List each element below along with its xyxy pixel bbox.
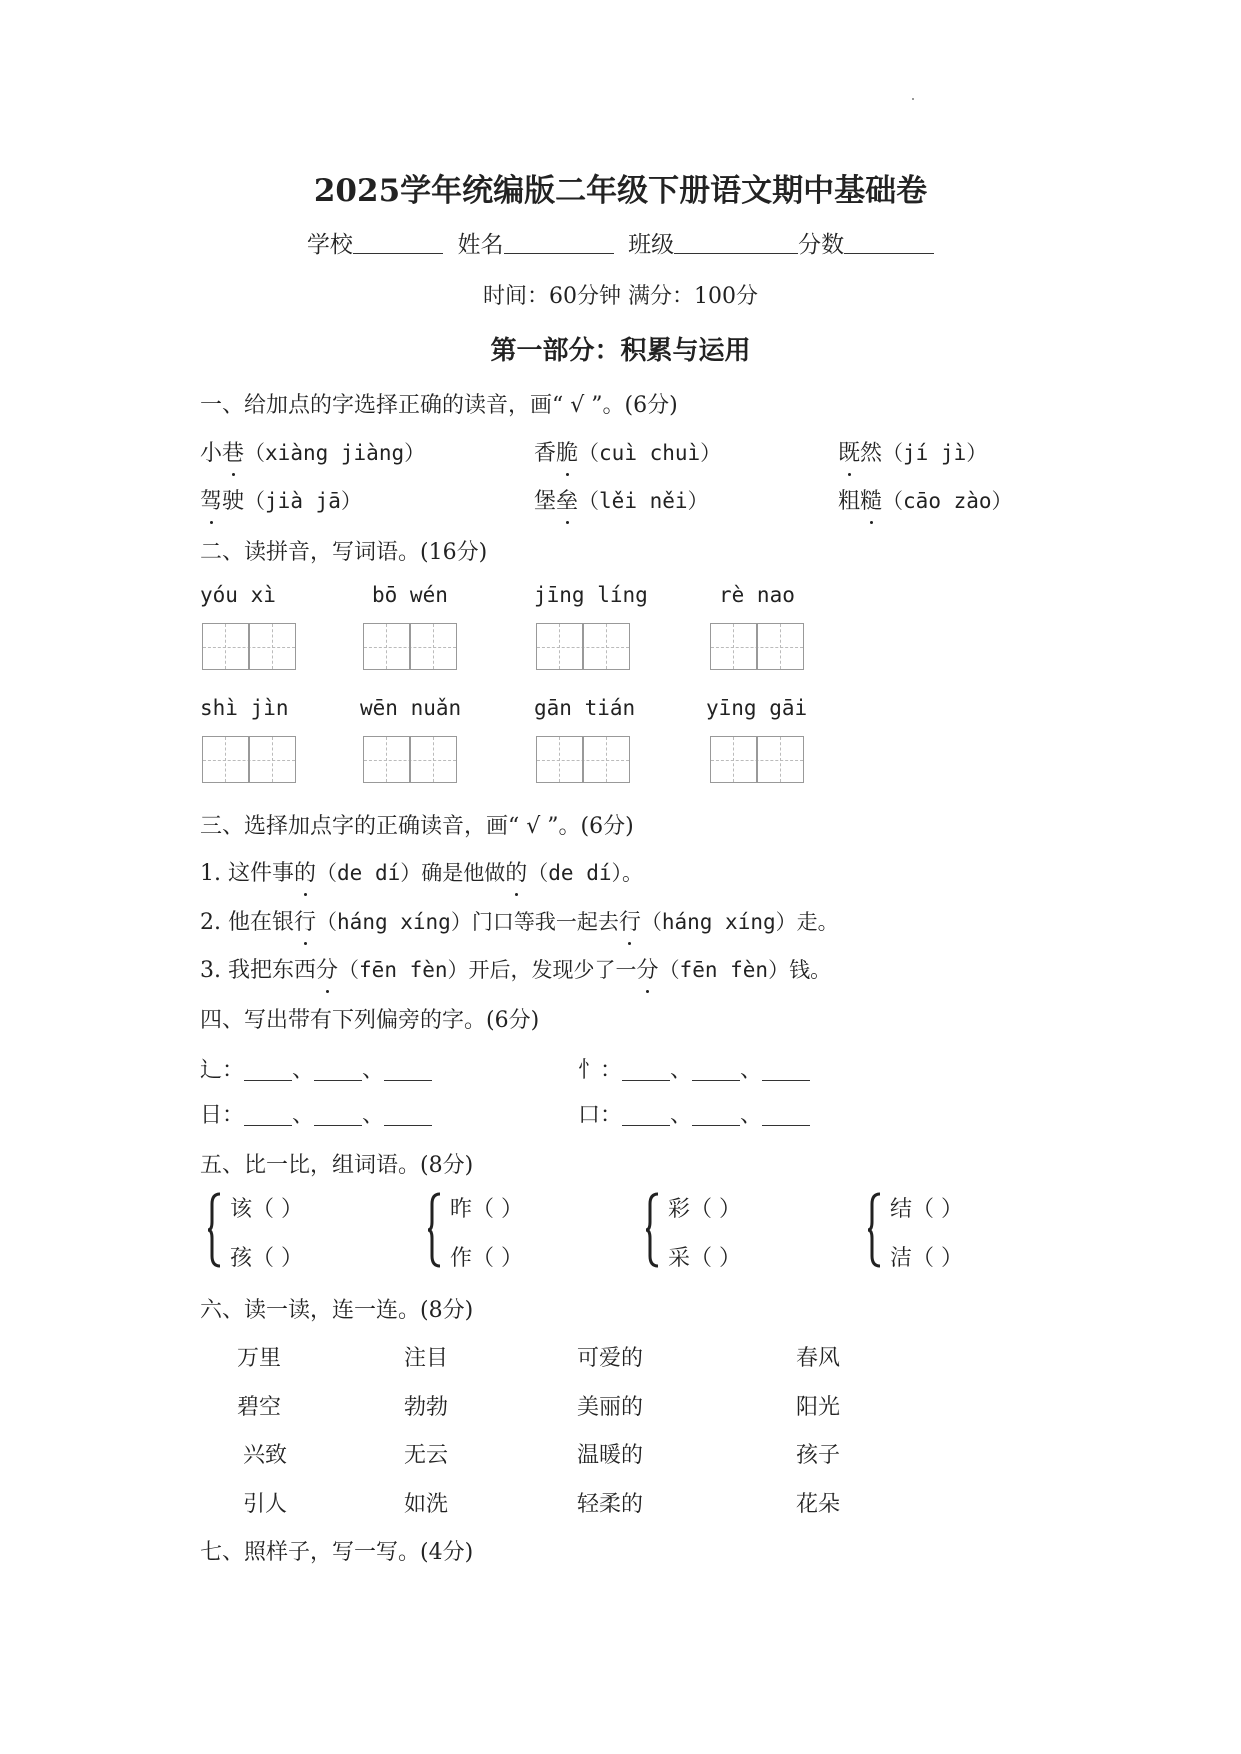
sentence-text[interactable]: （fēn fèn）钱。 (658, 958, 832, 982)
dotted-char: 分 (637, 953, 659, 984)
compare-char-item[interactable]: 采（ ） (668, 1246, 741, 1271)
brace-icon (868, 1192, 878, 1264)
name-label: 姓名 (457, 232, 504, 258)
sentence-line (200, 953, 831, 984)
match-word[interactable]: 轻柔的 (577, 1492, 644, 1517)
match-word[interactable]: 可爱的 (577, 1346, 644, 1371)
reading-choice-item (200, 436, 425, 467)
section-7-heading: 七、照样子，写一写。(4分) (200, 1540, 474, 1565)
separator: 、 (362, 1103, 385, 1128)
match-word[interactable]: 温暖的 (577, 1443, 644, 1468)
compare-char-item[interactable]: 作（ ） (450, 1246, 523, 1271)
answer-blank[interactable] (384, 1060, 432, 1081)
section-3-heading: 三、选择加点字的正确读音，画“ √ ”。(6分) (200, 814, 634, 839)
sentence-text: 我把东西 (228, 958, 317, 983)
separator: 、 (670, 1058, 693, 1083)
match-word[interactable]: 春风 (796, 1346, 841, 1371)
reading-choice-item (200, 484, 362, 515)
word-char: 香 (534, 441, 557, 466)
line-number: 1. (200, 861, 221, 886)
page-title: 2025学年统编版二年级下册语文期中基础卷 (313, 173, 928, 209)
compare-char-item[interactable]: 结（ ） (890, 1197, 963, 1222)
match-word[interactable]: 阳光 (796, 1395, 841, 1420)
word-char: 粗 (838, 489, 861, 514)
score-label: 分数 (798, 232, 845, 258)
class-blank[interactable] (674, 231, 798, 254)
radical-label: 日： (200, 1103, 245, 1128)
compare-char-item[interactable]: 昨（ ） (450, 1197, 523, 1222)
brace-icon (208, 1192, 218, 1264)
sentence-line (200, 905, 839, 936)
word-char: 堡 (534, 489, 557, 514)
answer-blank[interactable] (244, 1105, 292, 1126)
separator: 、 (670, 1103, 693, 1128)
answer-blank[interactable] (384, 1105, 432, 1126)
part-heading: 第一部分：积累与运用 (490, 336, 751, 366)
pinyin-options[interactable]: （jià jā） (244, 489, 362, 513)
radical-label: 忄： (578, 1058, 623, 1083)
answer-blank[interactable] (762, 1060, 810, 1081)
writing-grid[interactable] (710, 736, 804, 783)
pinyin-options[interactable]: （cāo zào） (882, 489, 1013, 513)
match-word[interactable]: 无云 (404, 1443, 449, 1468)
dotted-char: 垒 (556, 484, 578, 515)
dotted-char: 巷 (222, 436, 244, 467)
dotted-char: 行 (619, 905, 641, 936)
sentence-text[interactable]: （fēn fèn）开后，发现少了一 (338, 958, 637, 982)
reading-choice-item (534, 484, 709, 515)
match-word[interactable]: 注目 (404, 1346, 449, 1371)
answer-blank[interactable] (244, 1060, 292, 1081)
word-char: 小 (200, 441, 223, 466)
section-4-heading: 四、写出带有下列偏旁的字。(6分) (200, 1008, 540, 1033)
match-word[interactable]: 兴致 (243, 1443, 288, 1468)
sentence-text[interactable]: （de dí）确是他做 (316, 861, 506, 885)
answer-blank[interactable] (314, 1105, 362, 1126)
student-info-line (0, 226, 1241, 259)
writing-grid[interactable] (363, 623, 457, 670)
pinyin-label: yóu xì (200, 583, 276, 607)
writing-grid[interactable] (202, 736, 296, 783)
radical-row (200, 1098, 432, 1129)
section-1-heading: 一、给加点的字选择正确的读音，画“ √ ”。(6分) (200, 393, 678, 418)
pinyin-options[interactable]: （cuì chuì） (578, 441, 722, 465)
writing-grid[interactable] (202, 623, 296, 670)
school-blank[interactable] (353, 231, 443, 254)
sentence-text[interactable]: （háng xíng）门口等我一起去 (316, 910, 619, 934)
match-word[interactable]: 引人 (243, 1492, 288, 1517)
answer-blank[interactable] (692, 1105, 740, 1126)
match-word[interactable]: 美丽的 (577, 1395, 644, 1420)
pinyin-label: jīng líng (534, 583, 648, 607)
compare-char-item[interactable]: 该（ ） (230, 1197, 303, 1222)
pinyin-options[interactable]: （lěi něi） (578, 489, 709, 513)
dotted-char: 糙 (860, 484, 882, 515)
dotted-char: 既 (838, 436, 860, 467)
radical-label: 辶： (200, 1058, 245, 1083)
pinyin-label: bō wén (372, 583, 448, 607)
answer-blank[interactable] (622, 1105, 670, 1126)
dotted-char: 驾 (200, 484, 222, 515)
brace-icon (428, 1192, 438, 1264)
radical-row (578, 1098, 810, 1129)
compare-char-item[interactable]: 洁（ ） (890, 1246, 963, 1271)
writing-grid[interactable] (536, 623, 630, 670)
answer-blank[interactable] (622, 1060, 670, 1081)
answer-blank[interactable] (762, 1105, 810, 1126)
dotted-char: 行 (294, 905, 316, 936)
class-label: 班级 (628, 232, 675, 258)
radical-label: 口： (578, 1103, 623, 1128)
pinyin-label: shì jìn (200, 696, 289, 720)
dotted-char: 脆 (556, 436, 578, 467)
pinyin-options[interactable]: （jí jì） (882, 441, 988, 465)
word-char: 驶 (222, 489, 245, 514)
writing-grid[interactable] (710, 623, 804, 670)
separator: 、 (740, 1058, 763, 1083)
reading-choice-item (838, 484, 1013, 515)
match-word[interactable]: 勃勃 (404, 1395, 449, 1420)
match-word[interactable]: 花朵 (796, 1492, 841, 1517)
pinyin-label: wēn nuǎn (360, 696, 462, 720)
writing-grid[interactable] (363, 736, 457, 783)
separator: 、 (740, 1103, 763, 1128)
brace-icon (646, 1192, 656, 1264)
line-number: 3. (200, 958, 221, 983)
section-5-heading: 五、比一比，组词语。(8分) (200, 1153, 474, 1178)
score-blank[interactable] (844, 231, 934, 254)
sentence-text: 这件事 (228, 861, 295, 886)
sentence-text[interactable]: （háng xíng）走。 (640, 910, 839, 934)
compare-char-item[interactable]: 孩（ ） (230, 1246, 303, 1271)
line-number: 2. (200, 910, 221, 935)
sentence-text: 他在银 (228, 910, 295, 935)
reading-choice-item (534, 436, 721, 467)
sentence-text[interactable]: （de dí）。 (527, 861, 643, 885)
school-label: 学校 (306, 232, 353, 258)
reading-choice-item (838, 436, 987, 467)
separator: 、 (292, 1058, 315, 1083)
name-blank[interactable] (504, 231, 614, 254)
answer-blank[interactable] (314, 1060, 362, 1081)
match-word[interactable]: 孩子 (796, 1443, 841, 1468)
pinyin-label: yīng gāi (706, 696, 808, 720)
pinyin-label: gān tián (534, 696, 636, 720)
pinyin-label: rè nao (719, 583, 795, 607)
time-line: 时间：60分钟 满分：100分 (483, 284, 758, 309)
match-word[interactable]: 碧空 (237, 1395, 282, 1420)
compare-char-item[interactable]: 彩（ ） (668, 1197, 741, 1222)
answer-blank[interactable] (692, 1060, 740, 1081)
match-word[interactable]: 万里 (237, 1346, 282, 1371)
separator: 、 (292, 1103, 315, 1128)
match-word[interactable]: 如洗 (404, 1492, 449, 1517)
dotted-char: 的 (505, 856, 527, 887)
section-6-heading: 六、读一读，连一连。(8分) (200, 1298, 474, 1323)
dotted-char: 分 (316, 953, 338, 984)
radical-row (200, 1053, 432, 1084)
dotted-char: 的 (294, 856, 316, 887)
scan-mark (912, 98, 914, 100)
sentence-line (200, 856, 643, 887)
radical-row (578, 1053, 810, 1084)
writing-grid[interactable] (536, 736, 630, 783)
section-2-heading: 二、读拼音，写词语。(16分) (200, 540, 488, 565)
word-char: 然 (860, 441, 883, 466)
pinyin-options[interactable]: （xiàng jiàng） (244, 441, 426, 465)
separator: 、 (362, 1058, 385, 1083)
